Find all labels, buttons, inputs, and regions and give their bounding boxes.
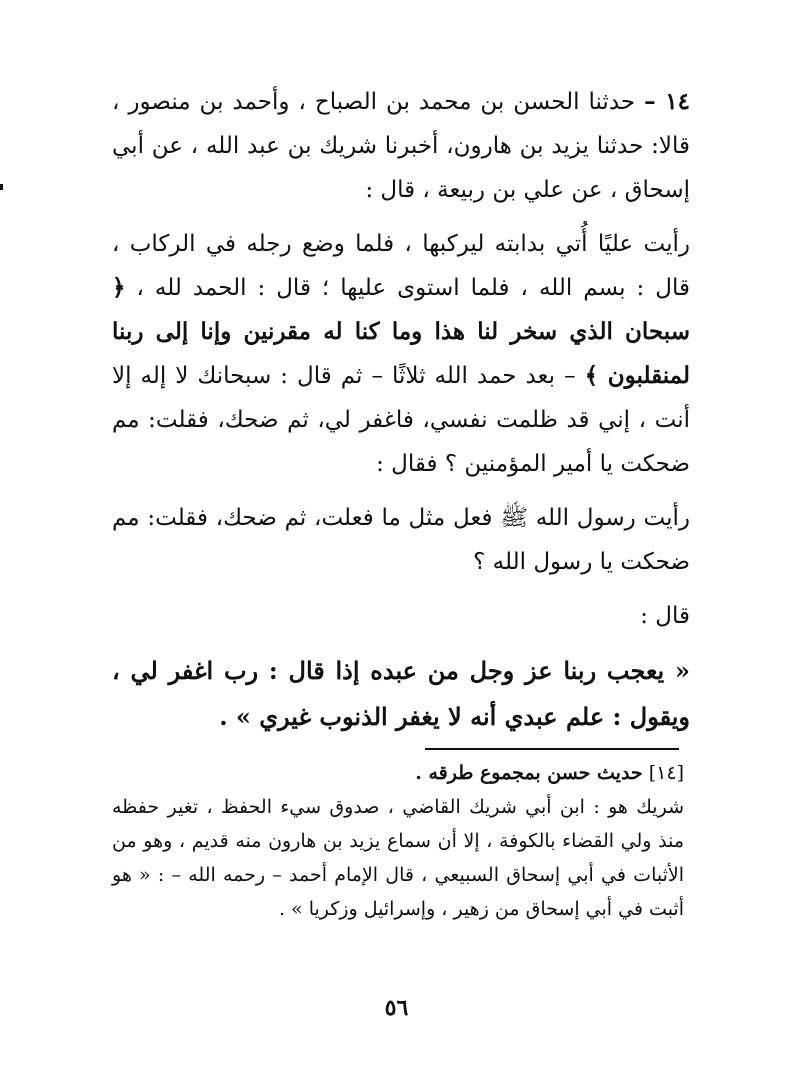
quran-verse: ﴿ سبحان الذي سخر لنا هذا وما كنا له مقرنين وإنا إلى ربنا لمنقلبون ﴾ <box>112 274 690 389</box>
hadith-body <box>112 80 690 740</box>
footnote-text: شريك هو : ابن أبي شريك القاضي ، صدوق سيء الحفظ ، تغير حفظه منذ ولي القضاء بالكوفة ، إلا أن سماع يزيد بن هارون منه قديم ، وهو من الأثبات في أبي إسحاق السبيعي ، قال الإمام أحمد – رحمه الله – : « هو أثبت في أبي إسحاق من زهير ، وإسرائيل وزكريا » . <box>112 796 685 920</box>
hadith-isnad: حدثنا الحسن بن محمد بن الصباح ، وأحمد بن منصور ، قالا: حدثنا يزيد بن هارون، أخبرنا شريك بن عبد الله ، عن أبي إسحاق ، عن علي بن ربيعة ، قال : <box>112 89 690 203</box>
hadith-number: ١٤ – <box>644 88 690 115</box>
footnote <box>112 756 684 926</box>
footnote-grade: حديث حسن بمجموع طرقه . <box>415 762 643 784</box>
page-number: ٥٦ <box>384 995 409 1021</box>
footnote-ref: [١٤] <box>648 762 684 784</box>
prophet-action-paragraph: رأيت رسول الله ﷺ فعل مثل ما فعلت، ثم ضحك، فقلت: مم ضحكت يا رسول الله ؟ <box>112 505 690 575</box>
narration-start: رأيت عليًا أُتي بدابته ليركبها ، فلما وضع رجله في الركاب ، قال : بسم الله ، فلما استوى عليها ؛ قال : الحمد لله ، <box>112 231 690 301</box>
hadith-matn: « يعجب ربنا عز وجل من عبده إذا قال : رب اغفر لي ، ويقول : علم عبدي أنه لا يغفر الذنوب غيري » . <box>112 656 690 731</box>
footnote-heading <box>112 756 684 790</box>
hadith-isnad-paragraph <box>112 80 690 212</box>
qala-line: قال : <box>640 603 690 629</box>
hadith-narration-paragraph <box>112 222 690 486</box>
footnote-separator <box>425 748 679 750</box>
scan-edge-mark <box>0 184 3 190</box>
narration-end: – بعد حمد الله ثلاثًا – ثم قال : سبحانك لا إله إلا أنت ، إني قد ظلمت نفسي، فاغفر لي، ثم ضحك، فقلت: مم ضحكت يا أمير المؤمنين ؟ فقال : <box>112 363 690 477</box>
